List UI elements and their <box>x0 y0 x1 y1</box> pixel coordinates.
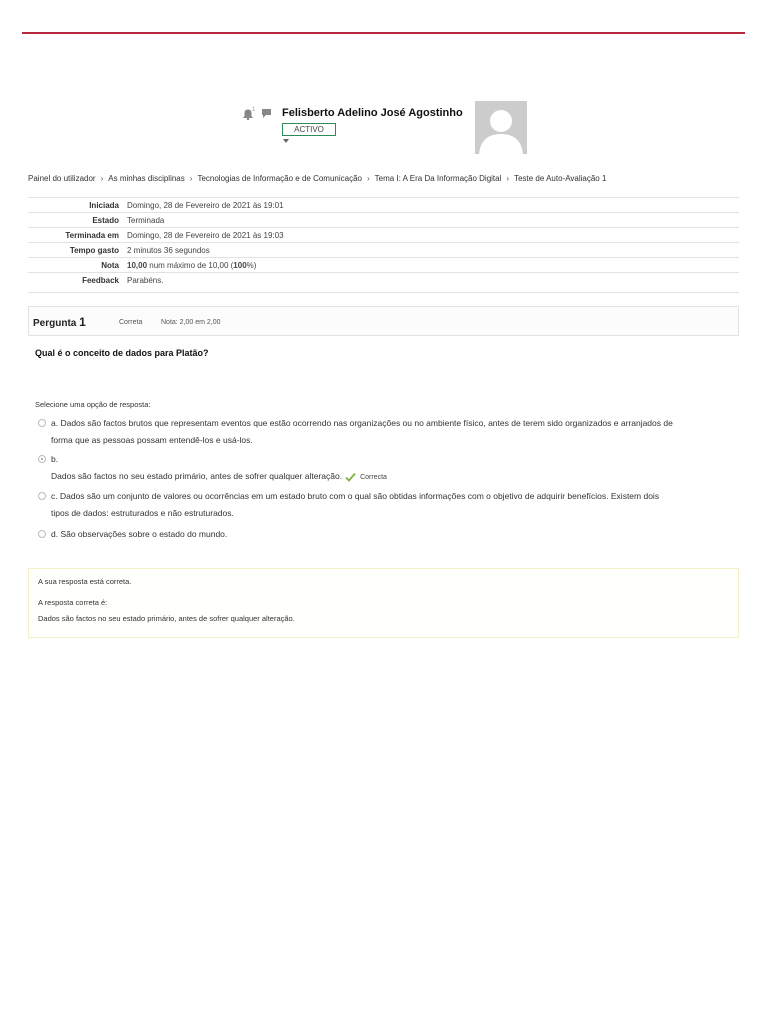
time-taken-label: Tempo gasto <box>28 243 123 258</box>
chevron-right-icon: › <box>506 174 510 183</box>
chevron-right-icon: › <box>366 174 370 183</box>
breadcrumb-item-my-courses[interactable]: As minhas disciplinas <box>108 174 185 183</box>
grade-value <box>123 258 739 273</box>
state-label: Estado <box>28 213 123 228</box>
option-text-line2: tipos de dados: estruturados e não estruturados. <box>51 508 234 518</box>
user-name[interactable]: Felisberto Adelino José Agostinho <box>282 107 463 119</box>
grade-end-text: %) <box>246 260 257 270</box>
breadcrumb-item-dashboard[interactable]: Painel do utilizador <box>28 174 96 183</box>
question-state: Correta <box>119 319 143 326</box>
user-silhouette-icon <box>475 101 527 154</box>
option-a[interactable] <box>38 415 738 449</box>
radio-button[interactable] <box>38 419 46 427</box>
radio-button[interactable] <box>38 492 46 500</box>
option-text-line2: forma que as pessoas possam entendê-los e usá-los. <box>51 435 253 445</box>
table-row <box>28 213 739 228</box>
option-text: Dados são factos no seu estado primário, antes de sofrer qualquer alteração. <box>51 471 343 481</box>
status-badge: ACTIVO <box>282 123 336 136</box>
question-info-box <box>28 306 739 336</box>
question-number: 1 <box>79 315 86 329</box>
grade-mid-text: num máximo de 10,00 ( <box>147 260 234 270</box>
feedback-value: Parabéns. <box>123 273 739 293</box>
question-label-text: Pergunta <box>33 318 80 329</box>
option-text-line1: d. São observações sobre o estado do mundo. <box>51 529 228 539</box>
started-label: Iniciada <box>28 198 123 213</box>
grade-label: Nota <box>28 258 123 273</box>
chevron-down-icon[interactable] <box>283 139 289 143</box>
top-accent-bar <box>22 32 745 34</box>
grade-percent: 100 <box>233 260 247 270</box>
question-grade: Nota: 2,00 em 2,00 <box>161 319 221 326</box>
option-text-line1: a. Dados são factos brutos que representam eventos que estão ocorrendo nas organizações ou no ambiente físico, antes de terem sido organizados e arranjados de <box>51 418 673 428</box>
option-text-line2 <box>38 468 738 486</box>
table-row <box>28 243 739 258</box>
question-label <box>33 315 86 329</box>
table-row <box>28 273 739 293</box>
feedback-right-answer-label: A resposta correta é: <box>38 598 108 607</box>
table-row <box>28 198 739 213</box>
started-value: Domingo, 28 de Fevereiro de 2021 às 19:01 <box>123 198 739 213</box>
message-icon[interactable] <box>261 108 272 119</box>
table-row <box>28 228 739 243</box>
avatar[interactable] <box>475 101 527 154</box>
feedback-result: A sua resposta está correta. <box>38 577 132 586</box>
chevron-right-icon: › <box>189 174 193 183</box>
breadcrumb-item-course[interactable]: Tecnologias de Informação e de Comunicação <box>197 174 362 183</box>
breadcrumb-item-quiz[interactable]: Teste de Auto-Avaliação 1 <box>514 174 607 183</box>
table-row <box>28 258 739 273</box>
notification-count: 1 <box>252 107 256 113</box>
breadcrumb <box>28 174 606 183</box>
feedback-right-answer: Dados são factos no seu estado primário, antes de sofrer qualquer alteração. <box>38 614 295 623</box>
radio-button-selected[interactable] <box>38 455 46 463</box>
feedback-label: Feedback <box>28 273 123 293</box>
option-c[interactable] <box>38 488 738 522</box>
time-taken-value: 2 minutos 36 segundos <box>123 243 739 258</box>
user-header <box>0 98 768 158</box>
chevron-right-icon: › <box>100 174 104 183</box>
option-d[interactable] <box>38 526 738 543</box>
option-text-line1: c. Dados são um conjunto de valores ou ocorrências em um estado bruto com o qual são obtidas informações com o objetivo de adquirir benefícios. Existem dois <box>51 491 660 501</box>
breadcrumb-item-topic[interactable]: Tema I: A Era Da Informação Digital <box>374 174 502 183</box>
answer-prompt: Selecione uma opção de resposta: <box>35 400 151 409</box>
question-text: Qual é o conceito de dados para Platão? <box>35 348 209 358</box>
correct-label: Correcta <box>360 474 387 481</box>
attempt-summary-table <box>28 197 739 293</box>
option-text-line1: b. <box>51 454 59 464</box>
finished-label: Terminada em <box>28 228 123 243</box>
finished-value: Domingo, 28 de Fevereiro de 2021 às 19:03 <box>123 228 739 243</box>
radio-button[interactable] <box>38 530 46 538</box>
grade-score: 10,00 <box>127 260 148 270</box>
checkmark-icon <box>345 472 356 482</box>
option-b[interactable] <box>38 451 738 486</box>
state-value: Terminada <box>123 213 739 228</box>
answer-feedback-box <box>28 568 739 638</box>
